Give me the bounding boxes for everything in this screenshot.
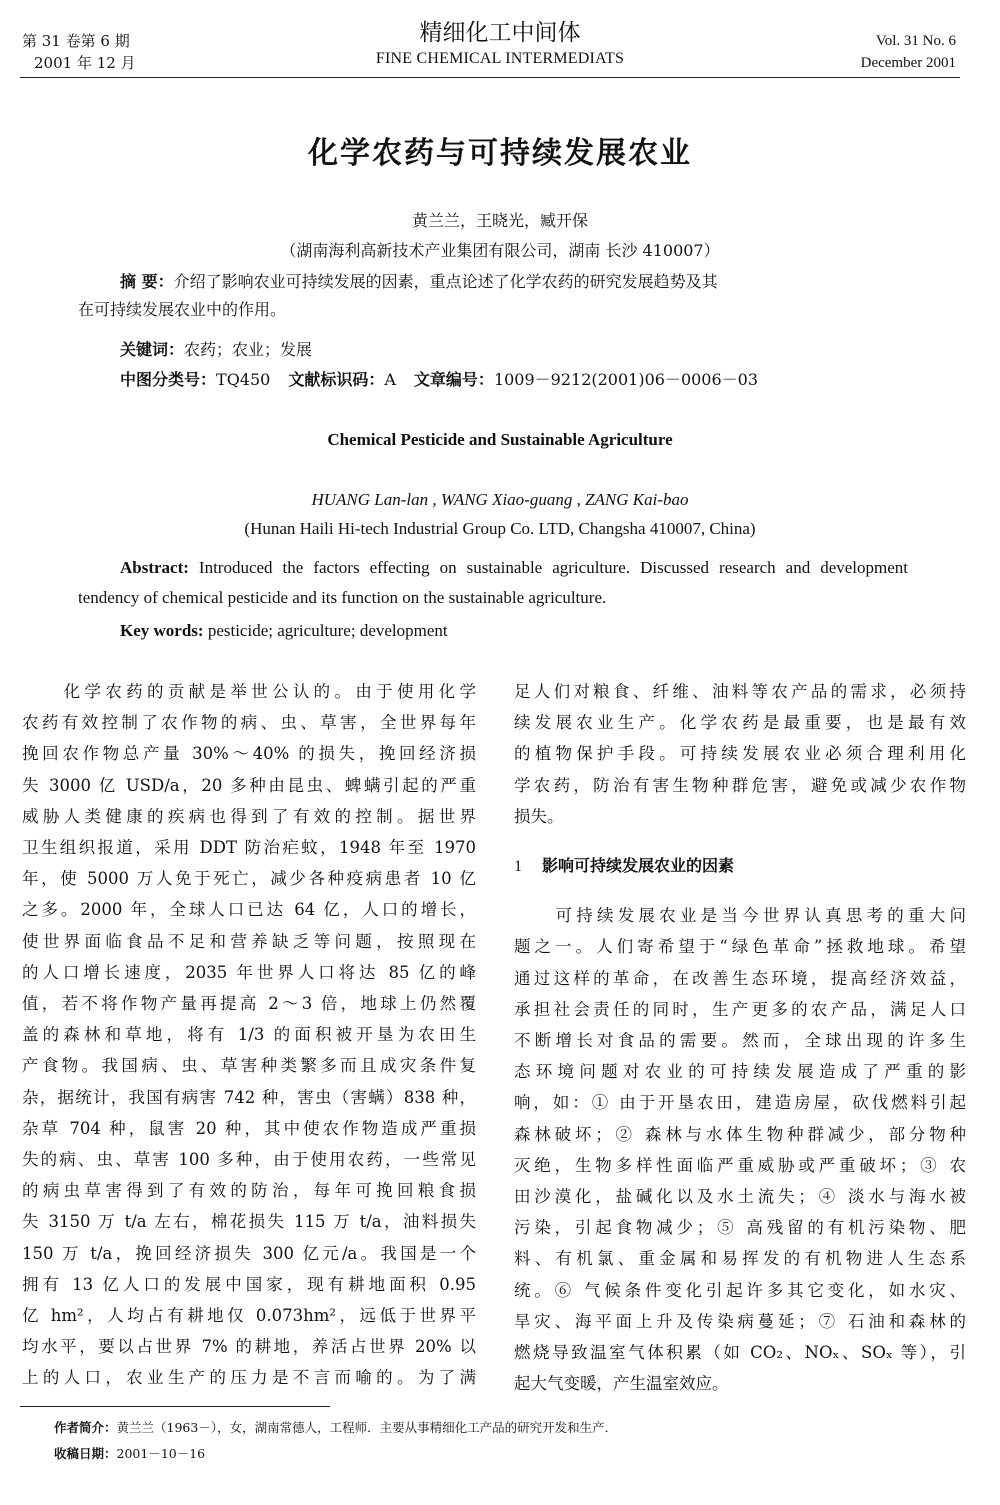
text-line: 使世界面临食品不足和营养缺乏等问题，按照现在 (22, 931, 476, 951)
author-bio-footnote (54, 1418, 617, 1438)
issue-date-en: December 2001 (860, 55, 956, 71)
section-number: 1 (514, 858, 522, 876)
author-bio-text: 黄兰兰（1963－），女，湖南常德人，工程师．主要从事精细化工产品的研究开发和生产． (116, 1420, 618, 1435)
journal-volume-en (861, 30, 956, 74)
text-line: 值，若不将作物产量再提高 2～3 倍，地球上仍然覆 (22, 994, 476, 1014)
text-line: 燃烧导致温室气体积累（如 CO₂、NOₓ、SOₓ 等），引 (514, 1343, 966, 1363)
received-date-text: 2001－10－16 (116, 1446, 206, 1461)
volume-issue: 第 31 卷第 6 期 (22, 32, 130, 50)
keywords-en (120, 616, 448, 646)
text-line: 威胁人类健康的疾病也得到了有效的控制。据世界 (22, 806, 476, 826)
classification-line (120, 366, 758, 394)
text-line: 杂草 704 种，鼠害 20 种，其中使农作物造成严重损 (22, 1118, 476, 1138)
body-column-left (22, 676, 476, 1394)
footnote-rule (20, 1406, 330, 1407)
text-line: 的病虫草害得到了有效的防治，每年可挽回粮食损 (22, 1181, 476, 1201)
header-rule (20, 77, 960, 78)
keywords-cn-text: 农药；农业；发展 (184, 340, 313, 359)
keywords-cn-label: 关键词： (120, 340, 185, 359)
text-line: 产食物。我国病、虫、草害种类繁多而且成灾条件复 (22, 1056, 476, 1076)
text-line: 不断增长对食品的需要。然而，全球出现的许多生 (514, 1031, 966, 1051)
text-line: 通过这样的革命，在改善生态环境，提高经济效益， (514, 968, 966, 988)
abstract-cn (78, 268, 908, 324)
abstract-en-text: Introduced the factors effecting on sustainable agriculture. Discussed research and development tendency of chemical pesticide and its function on the sustainable agriculture. (78, 558, 908, 607)
text-line: 承担社会责任的同时，生产更多的农产品，满足人口 (514, 999, 966, 1019)
text-line: 学农药，防治有害生物种群危害，避免或减少农作物 (514, 775, 966, 795)
text-line: 盖的森林和草地，将有 1/3 的面积被开垦为农田生 (22, 1025, 476, 1045)
text-line: 卫生组织报道，采用 DDT 防治疟蚊，1948 年至 1970 (22, 838, 476, 858)
authors-en: HUANG Lan-lan , WANG Xiao-guang , ZANG Kai-bao (311, 490, 689, 509)
article-number-label: 文章编号： (413, 370, 494, 389)
doc-code-value: A (384, 370, 396, 389)
text-line: 拥有 13 亿人口的发展中国家，现有耕地面积 0.95 (22, 1274, 476, 1294)
text-line: 可持续发展农业是当今世界认真思考的重大问 (514, 906, 966, 926)
journal-name-cn: 精细化工中间体 (419, 20, 581, 46)
text-line: 挽回农作物总产量 30%～40% 的损失，挽回经济损 (22, 744, 476, 764)
doc-code-label: 文献标识码： (288, 370, 385, 389)
text-line: 亿 hm²，人均占有耕地仅 0.073hm²，远低于世界平 (22, 1306, 476, 1326)
text-line: 杂，据统计，我国有病害 742 种，害虫（害螨）838 种， (22, 1087, 476, 1107)
received-date-label: 收稿日期： (54, 1446, 117, 1461)
article-title-cn: 化学农药与可持续发展农业 (308, 136, 692, 171)
text-line: 起大气变暖，产生温室效应。 (514, 1374, 729, 1394)
author-bio-label: 作者简介： (54, 1420, 117, 1435)
authors-cn: 黄兰兰，王晓光，臧开保 (411, 211, 588, 230)
issue-date: 2001 年 12 月 (34, 54, 136, 72)
journal-name (300, 18, 700, 70)
keywords-en-text: pesticide; agriculture; development (207, 621, 448, 640)
text-line: 田沙漠化，盐碱化以及水土流失；④ 淡水与海水被 (514, 1187, 966, 1207)
affiliation-en: (Hunan Haili Hi-tech Industrial Group Co. LTD, Changsha 410007, China) (244, 519, 756, 538)
text-line: 的人口增长速度，2035 年世界人口将达 85 亿的峰 (22, 962, 476, 982)
section-heading (514, 850, 966, 882)
text-line: 题之一。人们寄希望于“绿色革命”拯救地球。希望 (514, 937, 966, 957)
journal-issue (22, 30, 136, 74)
text-line: 农药有效控制了农作物的病、虫、草害，全世界每年 (22, 713, 476, 733)
text-line: 统。⑥ 气候条件变化引起许多其它变化，如水灾、 (514, 1280, 966, 1300)
text-line: 续发展农业生产。化学农药是最重要，也是最有效 (514, 713, 966, 733)
body-column-right (514, 676, 966, 1399)
text-line: 损失。 (514, 806, 564, 826)
text-line: 失 3150 万 t/a 左右，棉花损失 115 万 t/a，油料损失 (22, 1212, 476, 1232)
clc-label: 中图分类号： (120, 370, 217, 389)
abstract-cn-label: 摘 要： (120, 272, 174, 291)
text-line: 150 万 t/a，挽回经济损失 300 亿元/a。我国是一个 (22, 1243, 476, 1263)
text-line: 均水平，要以占世界 7% 的耕地，养活占世界 20% 以 (22, 1337, 476, 1357)
abstract-en (78, 553, 908, 613)
keywords-en-label: Key words: (120, 621, 204, 640)
text-line: 旱灾、海平面上升及传染病蔓延；⑦ 石油和森林的 (514, 1311, 966, 1331)
text-line: 失 3000 亿 USD/a，20 多种由昆虫、蜱螨引起的严重 (22, 775, 476, 795)
text-line: 响，如：① 由于开垦农田，建造房屋，砍伐燃料引起 (514, 1093, 966, 1113)
received-date-footnote (54, 1444, 205, 1464)
affiliation-cn: （湖南海利高新技术产业集团有限公司，湖南 长沙 410007） (280, 241, 720, 260)
text-line: 上的人口，农业生产的压力是不言而喻的。为了满 (22, 1368, 476, 1388)
section-title: 影响可持续发展农业的因素 (542, 856, 735, 876)
text-line: 态环境问题对农业的可持续发展造成了严重的影 (514, 1062, 966, 1082)
text-line: 足人们对粮食、纤维、油料等农产品的需求，必须持 (514, 682, 966, 701)
text-line: 料、有机氯、重金属和易挥发的有机物进人生态系 (514, 1249, 966, 1269)
text-line: 化学农药的贡献是举世公认的。由于使用化学 (22, 682, 476, 701)
article-number-value: 1009－9212(2001)06－0006－03 (493, 370, 759, 389)
text-line: 之多。2000 年，全球人口已达 64 亿，人口的增长， (22, 900, 476, 920)
text-line: 污染，引起食物减少；⑤ 高残留的有机污染物、肥 (514, 1218, 966, 1238)
article-title-en: Chemical Pesticide and Sustainable Agriculture (327, 430, 673, 449)
abstract-en-label: Abstract: (120, 558, 189, 577)
abstract-cn-text-1: 介绍了影响农业可持续发展的因素，重点论述了化学农药的研究发展趋势及其 (173, 272, 718, 291)
text-line: 森林破坏；② 森林与水体生物种群减少，部分物种 (514, 1124, 966, 1144)
clc-value: TQ450 (216, 370, 271, 389)
text-line: 的植物保护手段。可持续发展农业必须合理利用化 (514, 744, 966, 764)
text-line: 失的病、虫、草害 100 多种，由于使用农药，一些常见 (22, 1150, 476, 1170)
volume-number-en: Vol. 31 No. 6 (875, 33, 956, 49)
journal-name-en: FINE CHEMICAL INTERMEDIATS (375, 50, 625, 67)
text-line: 年，使 5000 万人免于死亡，减少各种疫病患者 10 亿 (22, 869, 476, 889)
keywords-cn (120, 336, 312, 364)
text-line: 灭绝，生物多样性面临严重威胁或严重破坏；③ 农 (514, 1155, 966, 1175)
abstract-cn-text-2: 在可持续发展农业中的作用。 (78, 300, 287, 319)
